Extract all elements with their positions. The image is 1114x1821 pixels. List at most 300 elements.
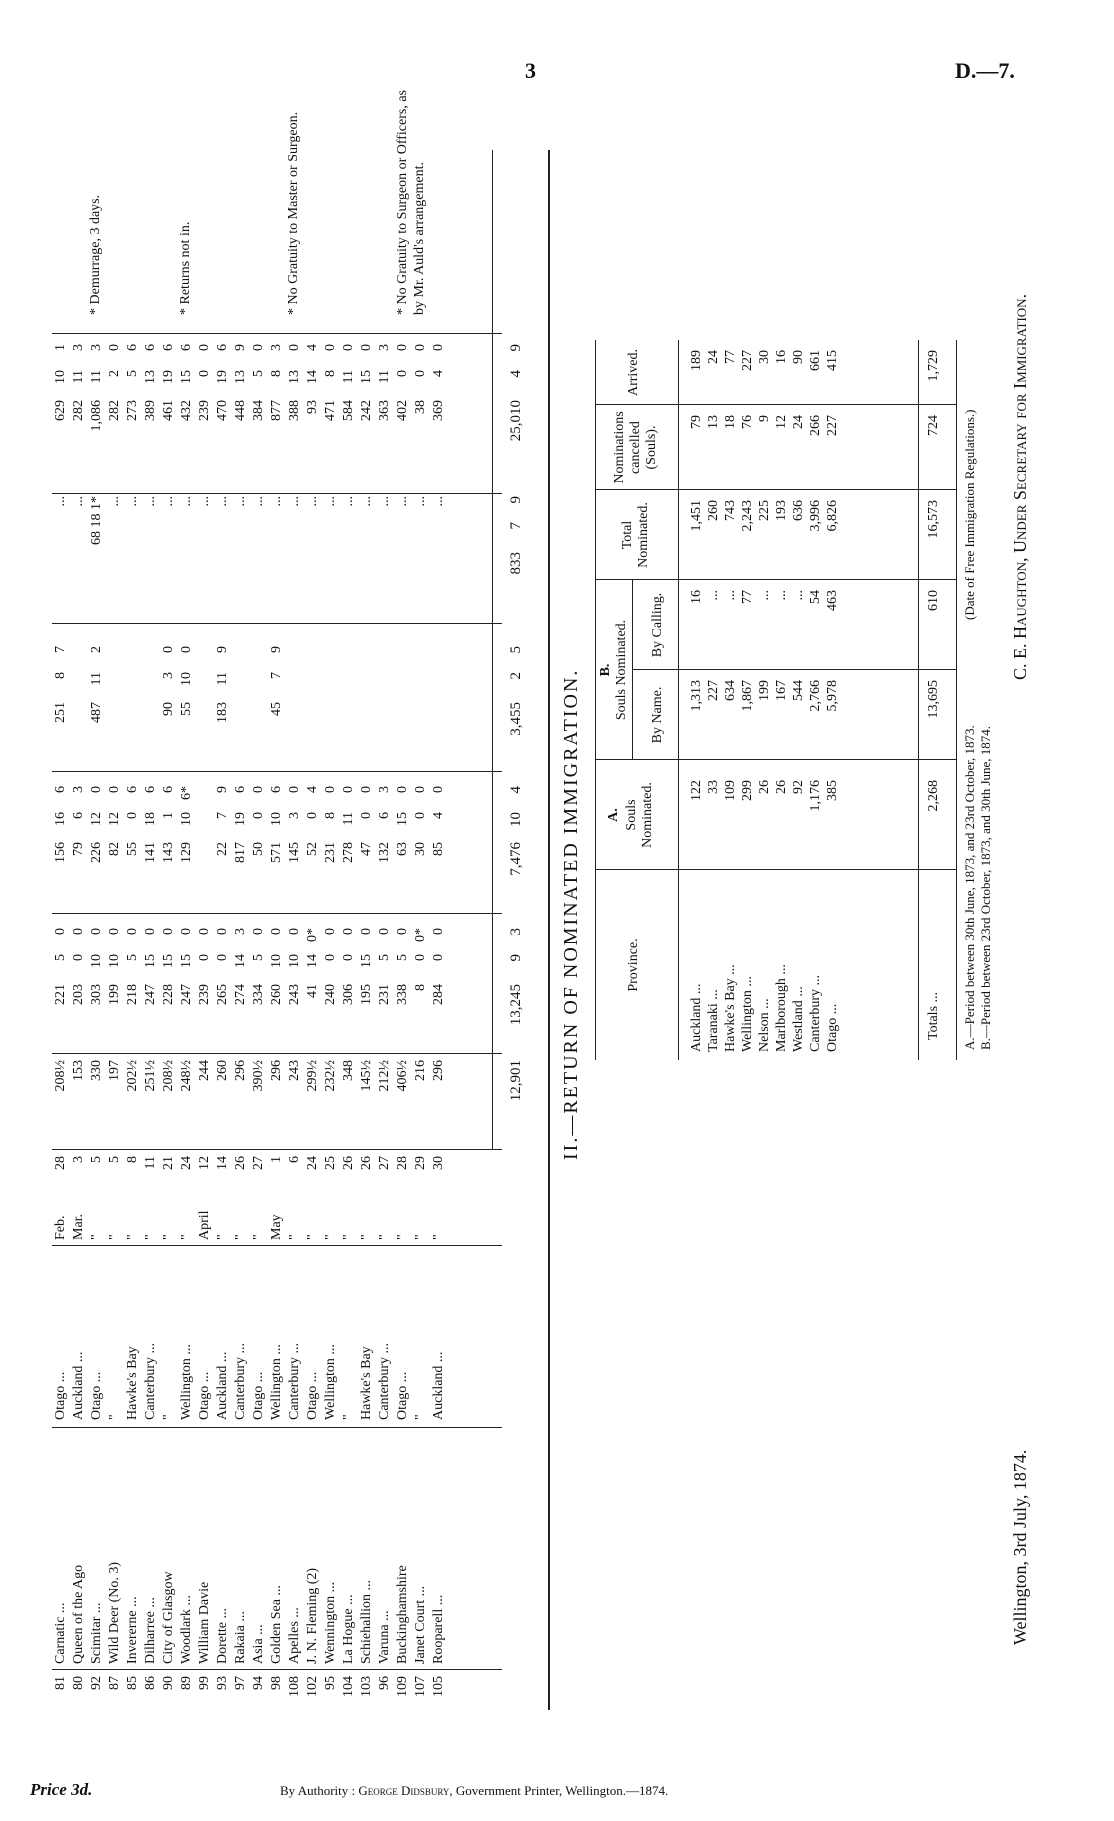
arrived-count: 90 [791,350,806,364]
arrival-day: 27 [251,1156,266,1170]
amount-col-t: 389 13 6 [143,344,158,421]
ship-province: Otago ... [197,1371,212,1420]
nominated-immigration-table [595,340,957,1060]
nominations-cancelled: 227 [825,415,840,436]
amount-col-m: 199 10 0 [107,928,122,1005]
ship-province: Auckland ... [215,1351,230,1420]
amount-col-g: 52 0 4 [305,786,320,856]
totals-arrived: 1,729 [926,350,941,382]
arrival-month: " [341,1234,356,1240]
place-and-date: Wellington, 3rd July, 1874. [1010,1449,1030,1645]
amount-col-c: ... [215,496,230,507]
by-calling: 77 [740,590,755,604]
arrival-day: 14 [215,1156,230,1170]
amount-col-t: 369 4 0 [431,344,446,421]
amount-col-x [196,646,214,764]
arrived-count: 415 [825,350,840,371]
arrival-day: 3 [71,1156,86,1163]
amount-col-t: 629 10 1 [53,344,68,421]
statute-adults: 330 [89,1060,104,1081]
total-nominated: 193 [774,500,789,521]
amount-col-c: ... [341,496,356,507]
amount-col-m: 274 14 3 [233,928,248,1005]
total-col-t: 25,010 4 9 [508,344,524,442]
ship-name: Wild Deer (No. 3) [107,1561,122,1664]
arrived-count: 24 [706,350,721,364]
total-nominated: 3,996 [808,500,823,532]
arrival-day: 5 [107,1156,122,1163]
ship-name: Invererne ... [125,1596,140,1664]
total-nominated: 743 [723,500,738,521]
amount-col-x [322,646,340,764]
amount-col-g: 156 16 6 [53,786,68,863]
by-name: 227 [706,680,721,701]
amount-col-m: 338 5 0 [395,928,410,1005]
by-name: 1,313 [689,680,704,712]
header-total: Total Nominated. [620,502,651,568]
amount-col-x: 251 8 7 [53,646,68,723]
ship-number: 105 [431,1676,446,1697]
total-nominated: 260 [706,500,721,521]
ship-number: 108 [287,1676,302,1697]
ship-name: Rooparell ... [431,1594,446,1664]
a-souls: 26 [757,780,772,794]
ship-province: " [413,1414,428,1420]
amount-col-c: ... [143,496,158,507]
ship-name: Buckinghamshire [395,1565,410,1664]
price: Price 3d. [30,1780,93,1799]
statute-adults: 244 [197,1060,212,1081]
amount-col-x [232,646,250,764]
by-calling: 463 [825,590,840,611]
totals-a: 2,268 [926,780,941,812]
statute-adults: 248½ [179,1060,194,1092]
ship-province: Otago ... [395,1371,410,1420]
ship-number: 85 [125,1676,140,1690]
a-souls: 1,176 [808,780,823,812]
header-cancelled: Nominations cancelled (Souls). [612,411,659,484]
amount-col-x [358,646,376,764]
arrived-count: 189 [689,350,704,371]
arrived-count: 661 [808,350,823,371]
amount-col-m: 231 5 0 [377,928,392,1005]
page-number: 3 [525,58,536,83]
ship-number: 92 [89,1676,104,1690]
province-name: Marlborough ... [774,964,789,1052]
note-no-gratuity-master: * No Gratuity to Master or Surgeon. [286,111,301,315]
amount-col-t: 93 14 4 [305,344,320,414]
amount-col-m: 228 15 0 [161,928,176,1005]
ship-province: " [161,1414,176,1420]
amount-col-g: 226 12 0 [89,786,104,863]
arrival-month: Mar. [71,1213,86,1240]
amount-col-g: 231 8 0 [323,786,338,863]
amount-col-m: 243 10 0 [287,928,302,1005]
total-nominated: 1,451 [689,500,704,532]
amount-col-m: 260 10 0 [269,928,284,1005]
arrival-month: " [107,1234,122,1240]
table2-title: II.—RETURN OF NOMINATED IMMIGRATION. [560,668,582,1160]
statute-adults: 212½ [377,1060,392,1092]
header-arrived: Arrived. [626,348,641,397]
arrival-month: " [251,1234,266,1240]
amount-col-x [70,646,88,764]
ship-name: Varuna ... [377,1610,392,1664]
amount-col-m: 8 0 0* [413,928,428,991]
header-a-letter: A. [606,808,621,822]
statute-adults: 202½ [125,1060,140,1092]
province-name: Taranaki ... [706,989,721,1052]
amount-col-m: 240 0 0 [323,928,338,1005]
province-name: Hawke's Bay ... [723,964,738,1052]
amount-col-c: ... [269,496,284,507]
amount-col-x [394,646,412,764]
amount-col-m: 303 10 0 [89,928,104,1005]
a-souls: 92 [791,780,806,794]
ship-number: 89 [179,1676,194,1690]
ship-name: Janet Court ... [413,1585,428,1664]
arrival-day: 26 [341,1156,356,1170]
statute-adults: 390½ [251,1060,266,1092]
amount-col-t: 1,086 11 3 [89,344,104,432]
amount-col-t: 363 11 3 [377,344,392,421]
amount-col-m: 334 5 0 [251,928,266,1005]
arrival-month: May [269,1214,284,1240]
province-name: Wellington ... [740,976,755,1052]
a-souls: 385 [825,780,840,801]
ship-province: " [341,1414,356,1420]
ship-province: Wellington ... [323,1344,338,1420]
header-by-name: By Name. [650,686,665,744]
ship-name: William Davie [197,1581,212,1664]
ship-province: Auckland ... [71,1351,86,1420]
totals-by-name: 13,695 [926,680,941,719]
amount-col-c: ... [161,496,176,507]
province-name: Auckland ... [689,983,704,1052]
ship-name: Dorette ... [215,1608,230,1664]
amount-col-c: ... [179,496,194,507]
statute-adults: 243 [287,1060,302,1081]
a-souls: 26 [774,780,789,794]
ship-province: Otago ... [305,1371,320,1420]
amount-col-t: 38 0 0 [413,344,428,414]
ship-name: Woodlark ... [179,1595,194,1664]
arrival-month: " [143,1234,158,1240]
arrival-month: " [287,1234,302,1240]
nominations-cancelled: 13 [706,415,721,429]
ship-province: Wellington ... [179,1344,194,1420]
amount-col-g: 47 0 0 [359,786,374,856]
arrival-month: " [377,1234,392,1240]
amount-col-c: ... [413,496,428,507]
ship-province: Otago ... [251,1371,266,1420]
amount-col-x [106,646,124,764]
signature: C. E. Haughton, Under Secretary for Immigration. [1010,293,1030,680]
amount-col-m: 247 15 0 [143,928,158,1005]
amount-col-t: 282 2 0 [107,344,122,421]
by-name: 167 [774,680,789,701]
by-name: 2,766 [808,680,823,712]
ship-province: Canterbury ... [287,1343,302,1420]
amount-col-g: 143 1 6 [161,786,176,863]
by-name: 1,867 [740,680,755,712]
amount-col-g: 30 0 0 [413,786,428,856]
ship-number: 97 [233,1676,248,1690]
statute-adults: 232½ [323,1060,338,1092]
ship-number: 102 [305,1676,320,1697]
totals-label: Totals ... [926,991,941,1040]
arrival-day: 1 [269,1156,284,1163]
arrival-day: 26 [233,1156,248,1170]
amount-col-g: 22 7 9 [215,786,230,856]
by-calling: 16 [689,590,704,604]
by-calling: ... [706,590,721,601]
ship-province: Hawke's Bay [359,1346,374,1420]
amount-col-c: ... [377,496,392,507]
province-name: Canterbury ... [808,975,823,1052]
statute-adults: 348 [341,1060,356,1081]
amount-col-g: 145 3 0 [287,786,302,863]
amount-col-m: 195 15 0 [359,928,374,1005]
footnote-a: A.—Period between 30th June, 1873, and 23rd October, 1873. [962,725,977,1050]
statute-adults: 299½ [305,1060,320,1092]
amount-col-t: 471 8 0 [323,344,338,421]
by-name: 199 [757,680,772,701]
statute-adults: 208½ [161,1060,176,1092]
a-souls: 122 [689,780,704,801]
ship-name: Apelles ... [287,1607,302,1664]
amount-col-t: 470 19 6 [215,344,230,421]
totals-by-calling: 610 [926,590,941,611]
header-a-label: Souls Nominated. [624,782,655,848]
ship-number: 94 [251,1676,266,1690]
arrival-day: 26 [359,1156,374,1170]
ship-number: 93 [215,1676,230,1690]
arrival-day: 6 [287,1156,302,1163]
province-name: Otago ... [825,1003,840,1052]
amount-col-g: 55 0 6 [125,786,140,856]
amount-col-x [304,646,322,764]
amount-col-m: 306 0 0 [341,928,356,1005]
statute-adults: 296 [233,1060,248,1081]
amount-col-g: 141 18 6 [143,786,158,863]
amount-col-t: 388 13 0 [287,344,302,421]
amount-col-x [250,646,268,764]
arrival-month: " [395,1234,410,1240]
arrived-count: 30 [757,350,772,364]
amount-col-m: 284 0 0 [431,928,446,1005]
total-nominated: 6,826 [825,500,840,532]
ship-name: Golden Sea ... [269,1585,284,1664]
ship-province: Wellington ... [269,1344,284,1420]
arrival-day: 8 [125,1156,140,1163]
amount-col-m: 239 0 0 [197,928,212,1005]
statute-adults: 251½ [143,1060,158,1092]
arrival-day: 12 [197,1156,212,1170]
arrival-month: " [305,1234,320,1240]
total-col-c: 833 7 9 [508,496,524,575]
statute-adults: 145½ [359,1060,374,1092]
amount-col-c: ... [107,496,122,507]
amount-col-g: 817 19 6 [233,786,248,863]
ship-province: Otago ... [53,1371,68,1420]
amount-col-x [142,646,160,764]
amount-col-m: 221 5 0 [53,928,68,1005]
arrival-month: " [233,1234,248,1240]
ship-number: 81 [53,1676,68,1690]
amount-col-t: 282 11 3 [71,344,86,421]
amount-col-c: 68 18 1* [89,496,104,545]
amount-col-c: ... [71,496,86,507]
amount-col-t: 384 5 0 [251,344,266,421]
a-souls: 299 [740,780,755,801]
total-col-m: 13,245 9 3 [508,928,524,1026]
note-returns: * Returns not in. [178,221,193,315]
ship-name: J. N. Fleming (2) [305,1567,320,1664]
note-demurrage: * Demurrage, 3 days. [88,194,103,315]
amount-col-c: ... [359,496,374,507]
amount-col-x: 45 7 9 [269,646,284,716]
by-calling: ... [791,590,806,601]
arrival-month: " [323,1234,338,1240]
amount-col-c: ... [305,496,320,507]
arrived-count: 77 [723,350,738,364]
amount-col-x [340,646,358,764]
total-nominated: 2,243 [740,500,755,532]
arrival-month: " [359,1234,374,1240]
arrival-month: " [413,1234,428,1240]
amount-col-g: 79 6 3 [71,786,86,856]
arrival-month: " [215,1234,230,1240]
ship-number: 99 [197,1676,212,1690]
amount-col-g: 50 0 0 [251,786,266,856]
footnote-regs: (Date of Free Immigration Regulations.) [962,409,977,620]
arrival-day: 5 [89,1156,104,1163]
header-province: Province. [626,938,641,992]
arrived-count: 16 [774,350,789,364]
ship-name: Wennington ... [323,1581,338,1664]
ship-number: 96 [377,1676,392,1690]
arrival-day: 25 [323,1156,338,1170]
nominations-cancelled: 76 [740,415,755,429]
total-nominated: 636 [791,500,806,521]
nominations-cancelled: 9 [757,415,772,422]
amount-col-c: ... [251,496,266,507]
amount-col-m: 41 14 0* [305,928,320,998]
ship-number: 95 [323,1676,338,1690]
statute-adults: 216 [413,1060,428,1081]
ship-name: Carnatic ... [53,1602,68,1664]
nominations-cancelled: 79 [689,415,704,429]
arrival-day: 27 [377,1156,392,1170]
header-b-label: Souls Nominated. [614,619,629,721]
statute-adults: 296 [269,1060,284,1081]
nominations-cancelled: 24 [791,415,806,429]
ship-name: La Hogue ... [341,1594,356,1664]
rotated-page-body [0,90,1040,1740]
amount-col-t: 461 19 6 [161,344,176,421]
amount-col-x [286,646,304,764]
nominations-cancelled: 266 [808,415,823,436]
amount-col-c: ... [395,496,410,507]
amount-col-m: 203 0 0 [71,928,86,1005]
arrival-day: 21 [161,1156,176,1170]
amount-col-c: ... [431,496,446,507]
by-calling: ... [723,590,738,601]
header-by-calling: By Calling. [650,592,665,658]
amount-col-g: 132 6 3 [377,786,392,863]
total-col-x: 3,455 2 5 [508,646,524,736]
ship-number: 109 [395,1676,410,1697]
amount-col-g: 85 4 0 [431,786,446,856]
printer-imprint: By Authority : George Didsbury, Government Printer, Wellington.—1874. [280,1783,669,1798]
ship-name: Queen of the Ago [71,1564,86,1664]
amount-col-t: 273 5 6 [125,344,140,421]
ship-number: 103 [359,1676,374,1697]
ship-province: Otago ... [89,1371,104,1420]
nominations-cancelled: 18 [723,415,738,429]
by-calling: ... [757,590,772,601]
amount-col-x [376,646,394,764]
ship-province: Canterbury ... [143,1343,158,1420]
by-calling: 54 [808,590,823,604]
statute-adults: 406½ [395,1060,410,1092]
header-b-letter: B. [598,663,613,677]
ship-number: 98 [269,1676,284,1690]
amount-col-x: 90 3 0 [161,646,176,716]
arrival-month: " [431,1234,446,1240]
amount-col-x [430,646,448,764]
amount-col-c: ... [197,496,212,507]
arrival-month: " [179,1234,194,1240]
arrival-day: 30 [431,1156,446,1170]
ship-number: 86 [143,1676,158,1690]
province-name: Westland ... [791,986,806,1052]
arrival-month: April [197,1210,212,1240]
by-name: 544 [791,680,806,701]
totals-cancelled: 724 [926,415,941,436]
statute-adults: 208½ [53,1060,68,1092]
statute-adults: 296 [431,1060,446,1081]
amount-col-c: ... [323,496,338,507]
ship-number: 80 [71,1676,86,1690]
province-name: Nelson ... [757,998,772,1052]
ship-number: 90 [161,1676,176,1690]
statute-adults: 153 [71,1060,86,1081]
arrival-month: " [89,1234,104,1240]
ship-number: 107 [413,1676,428,1697]
document-id: D.—7. [955,58,1015,83]
amount-col-t: 242 15 0 [359,344,374,421]
ship-name: City of Glasgow [161,1571,176,1664]
arrived-count: 227 [740,350,755,371]
amount-col-g: 63 15 0 [395,786,410,856]
ship-name: Asia ... [251,1624,266,1664]
amount-col-m: 247 15 0 [179,928,194,1005]
total-col-g: 7,476 10 4 [508,786,524,876]
statute-adults: 260 [215,1060,230,1081]
totals-total: 16,573 [926,500,941,539]
ship-name: Dilharree ... [143,1597,158,1664]
amount-col-c: ... [125,496,140,507]
amount-col-c: ... [287,496,302,507]
by-name: 5,978 [825,680,840,712]
amount-col-m: 265 0 0 [215,928,230,1005]
statute-adults: 197 [107,1060,122,1081]
arrival-month: " [125,1234,140,1240]
arrival-day: 11 [143,1156,158,1170]
nominations-cancelled: 12 [774,415,789,429]
